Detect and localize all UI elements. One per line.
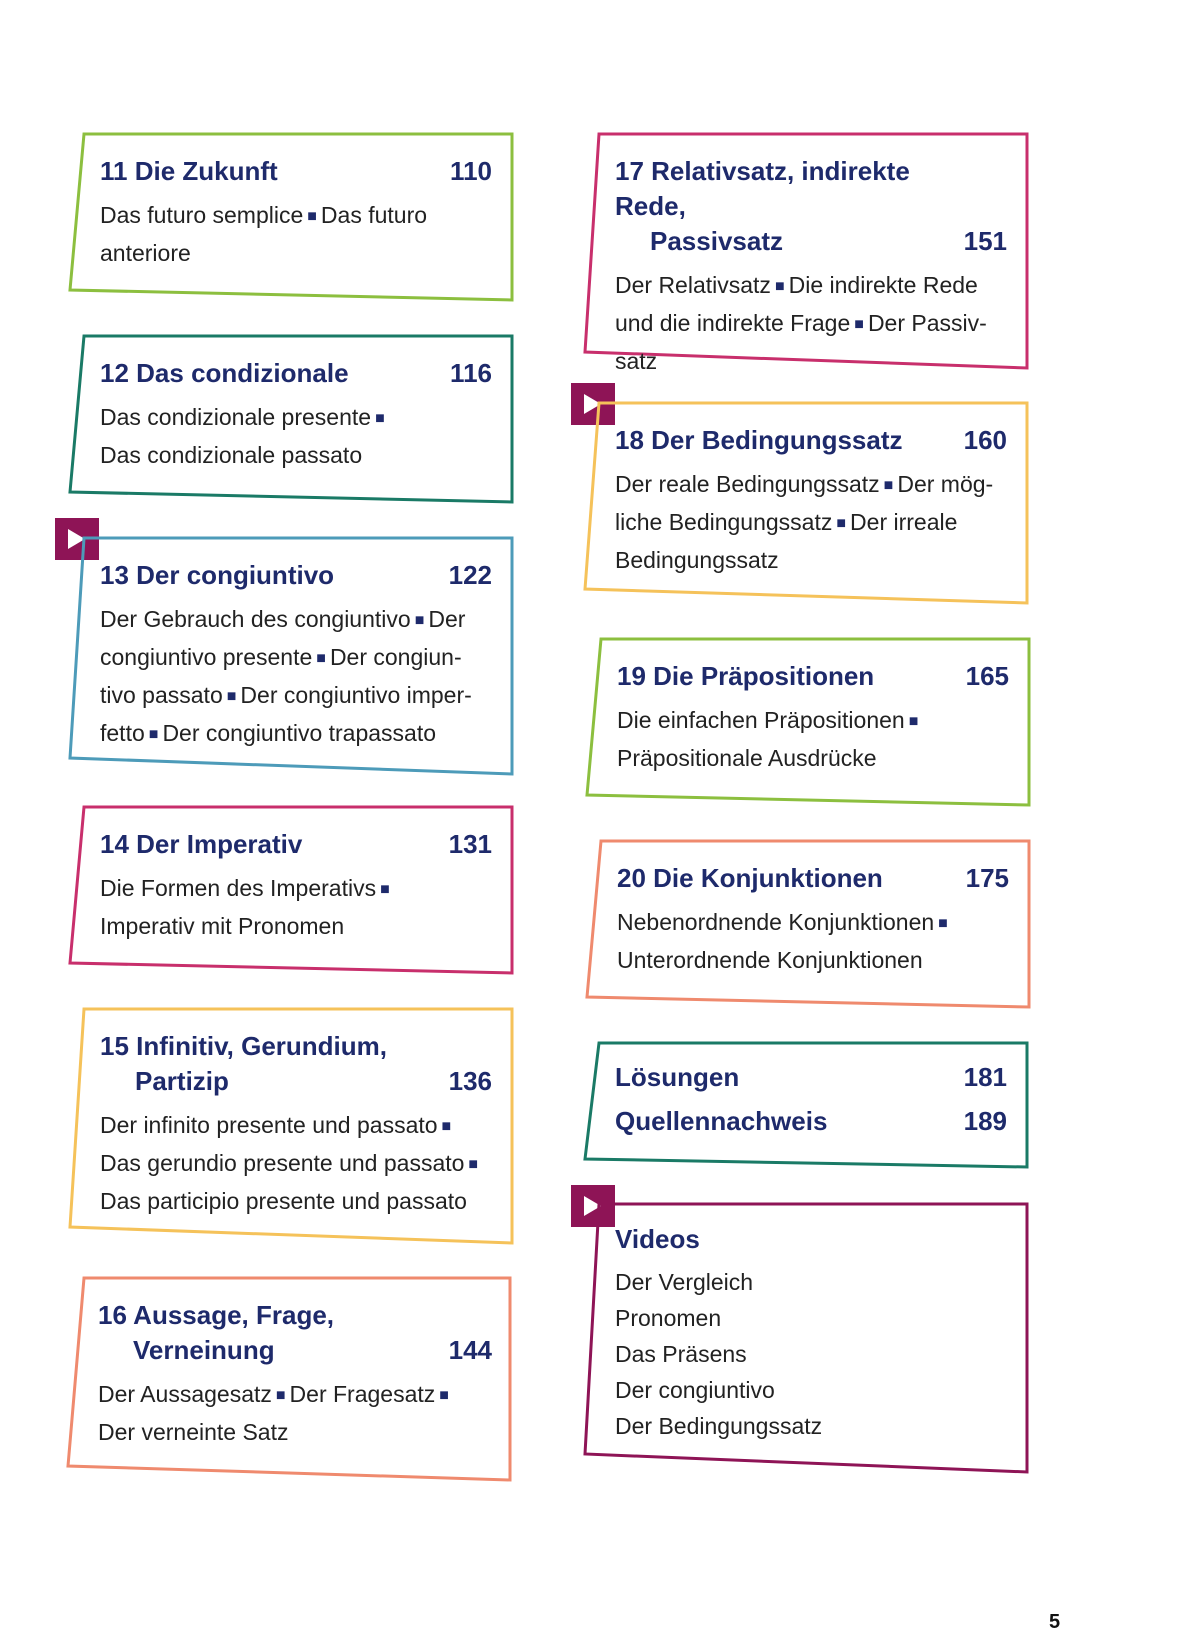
chapter-12-topics: Das condizionale presente ■ Das condizionale passato	[100, 404, 385, 468]
chapter-19-title: 19 Die Präpositionen	[617, 661, 875, 691]
solutions-row[interactable]	[615, 1055, 1007, 1099]
chapter-14-box[interactable]	[68, 805, 514, 975]
solutions-page: 181	[963, 1062, 1007, 1092]
chapter-20-title: 20 Die Konjunktionen	[617, 863, 883, 893]
chapter-17-page: 151	[963, 226, 1007, 256]
chapter-19-page: 165	[965, 661, 1009, 691]
chapter-13-topics: Der Gebrauch des congiuntivo ■ Der congiuntivo presente ■ Der congiun- tivo passato ■ Der congiuntivo imper- fetto ■ Der congiuntivo trapassato	[100, 606, 472, 746]
chapter-15-title-line2: Partizip	[135, 1066, 229, 1096]
chapter-11-page: 110	[450, 156, 492, 186]
sources-page: 189	[963, 1106, 1007, 1136]
chapter-20-box[interactable]	[585, 839, 1031, 1009]
solutions-label: Lösungen	[615, 1062, 740, 1092]
chapter-15-topics: Der infinito presente und passato ■ Das gerundio presente und passato ■ Das participio presente und passato	[100, 1112, 479, 1214]
chapter-15-title-line1: 15 Infinitiv, Gerundium,	[100, 1031, 387, 1061]
chapter-13-title: 13 Der congiuntivo	[100, 560, 335, 590]
chapter-20-page: 175	[965, 863, 1009, 893]
chapter-12-box[interactable]	[68, 334, 514, 504]
chapter-18-box[interactable]	[583, 401, 1029, 605]
sources-label: Quellennachweis	[615, 1106, 828, 1136]
chapter-11-title: 11 Die Zukunft	[100, 156, 278, 186]
appendix-box[interactable]	[583, 1041, 1029, 1169]
sources-row[interactable]	[615, 1099, 1007, 1143]
page-number: 5	[1049, 1611, 1061, 1633]
chapter-19-topics: Die einfachen Präpositionen ■ Präpositionale Ausdrücke	[617, 707, 919, 771]
chapter-18-topics: Der reale Bedingungssatz ■ Der mög- liche Bedingungssatz ■ Der irreale Bedingungssatz	[615, 471, 994, 573]
chapter-11-box[interactable]	[68, 132, 514, 302]
videos-title: Videos	[615, 1224, 700, 1254]
chapter-17-title-line1: 17 Relativsatz, indirekte Rede,	[615, 156, 910, 221]
chapter-11-topics: Das futuro semplice ■ Das futuro anteriore	[100, 202, 428, 266]
chapter-14-topics: Die Formen des Imperativs ■ Imperativ mit Pronomen	[100, 875, 390, 939]
videos-box[interactable]	[583, 1202, 1029, 1474]
chapter-16-title-line1: 16 Aussage, Frage,	[98, 1300, 335, 1330]
chapter-17-topics: Der Relativsatz ■ Die indirekte Rede und die indirekte Frage ■ Der Passiv- satz	[615, 272, 987, 374]
chapter-17-box[interactable]	[583, 132, 1029, 374]
chapter-16-page: 144	[448, 1335, 492, 1365]
chapter-17-title-line2: Passivsatz	[650, 226, 783, 256]
videos-list	[615, 1264, 1007, 1444]
chapter-14-page: 131	[448, 829, 492, 859]
chapter-15-page: 136	[448, 1066, 492, 1096]
chapter-13-page: 122	[448, 560, 492, 590]
chapter-12-page: 116	[450, 358, 492, 388]
chapter-19-box[interactable]	[585, 637, 1031, 807]
chapter-12-title: 12 Das condizionale	[100, 358, 349, 388]
video-item[interactable]: Der Bedingungssatz	[615, 1413, 823, 1439]
chapter-18-page: 160	[963, 425, 1007, 455]
chapter-13-box[interactable]	[68, 536, 514, 776]
chapter-18-title: 18 Der Bedingungssatz	[615, 425, 903, 455]
chapter-16-title-line2: Verneinung	[133, 1335, 275, 1365]
chapter-16-topics: Der Aussagesatz ■ Der Fragesatz ■ Der verneinte Satz	[98, 1381, 449, 1445]
chapter-20-topics: Nebenordnende Konjunktionen ■ Unterordnende Konjunktionen	[617, 909, 948, 973]
video-item[interactable]: Der congiuntivo	[615, 1377, 775, 1403]
video-item[interactable]: Pronomen	[615, 1305, 722, 1331]
chapter-15-box[interactable]	[68, 1007, 514, 1245]
chapter-16-box[interactable]	[66, 1276, 514, 1482]
video-item[interactable]: Der Vergleich	[615, 1269, 754, 1295]
chapter-14-title: 14 Der Imperativ	[100, 829, 303, 859]
video-item[interactable]: Das Präsens	[615, 1341, 747, 1367]
